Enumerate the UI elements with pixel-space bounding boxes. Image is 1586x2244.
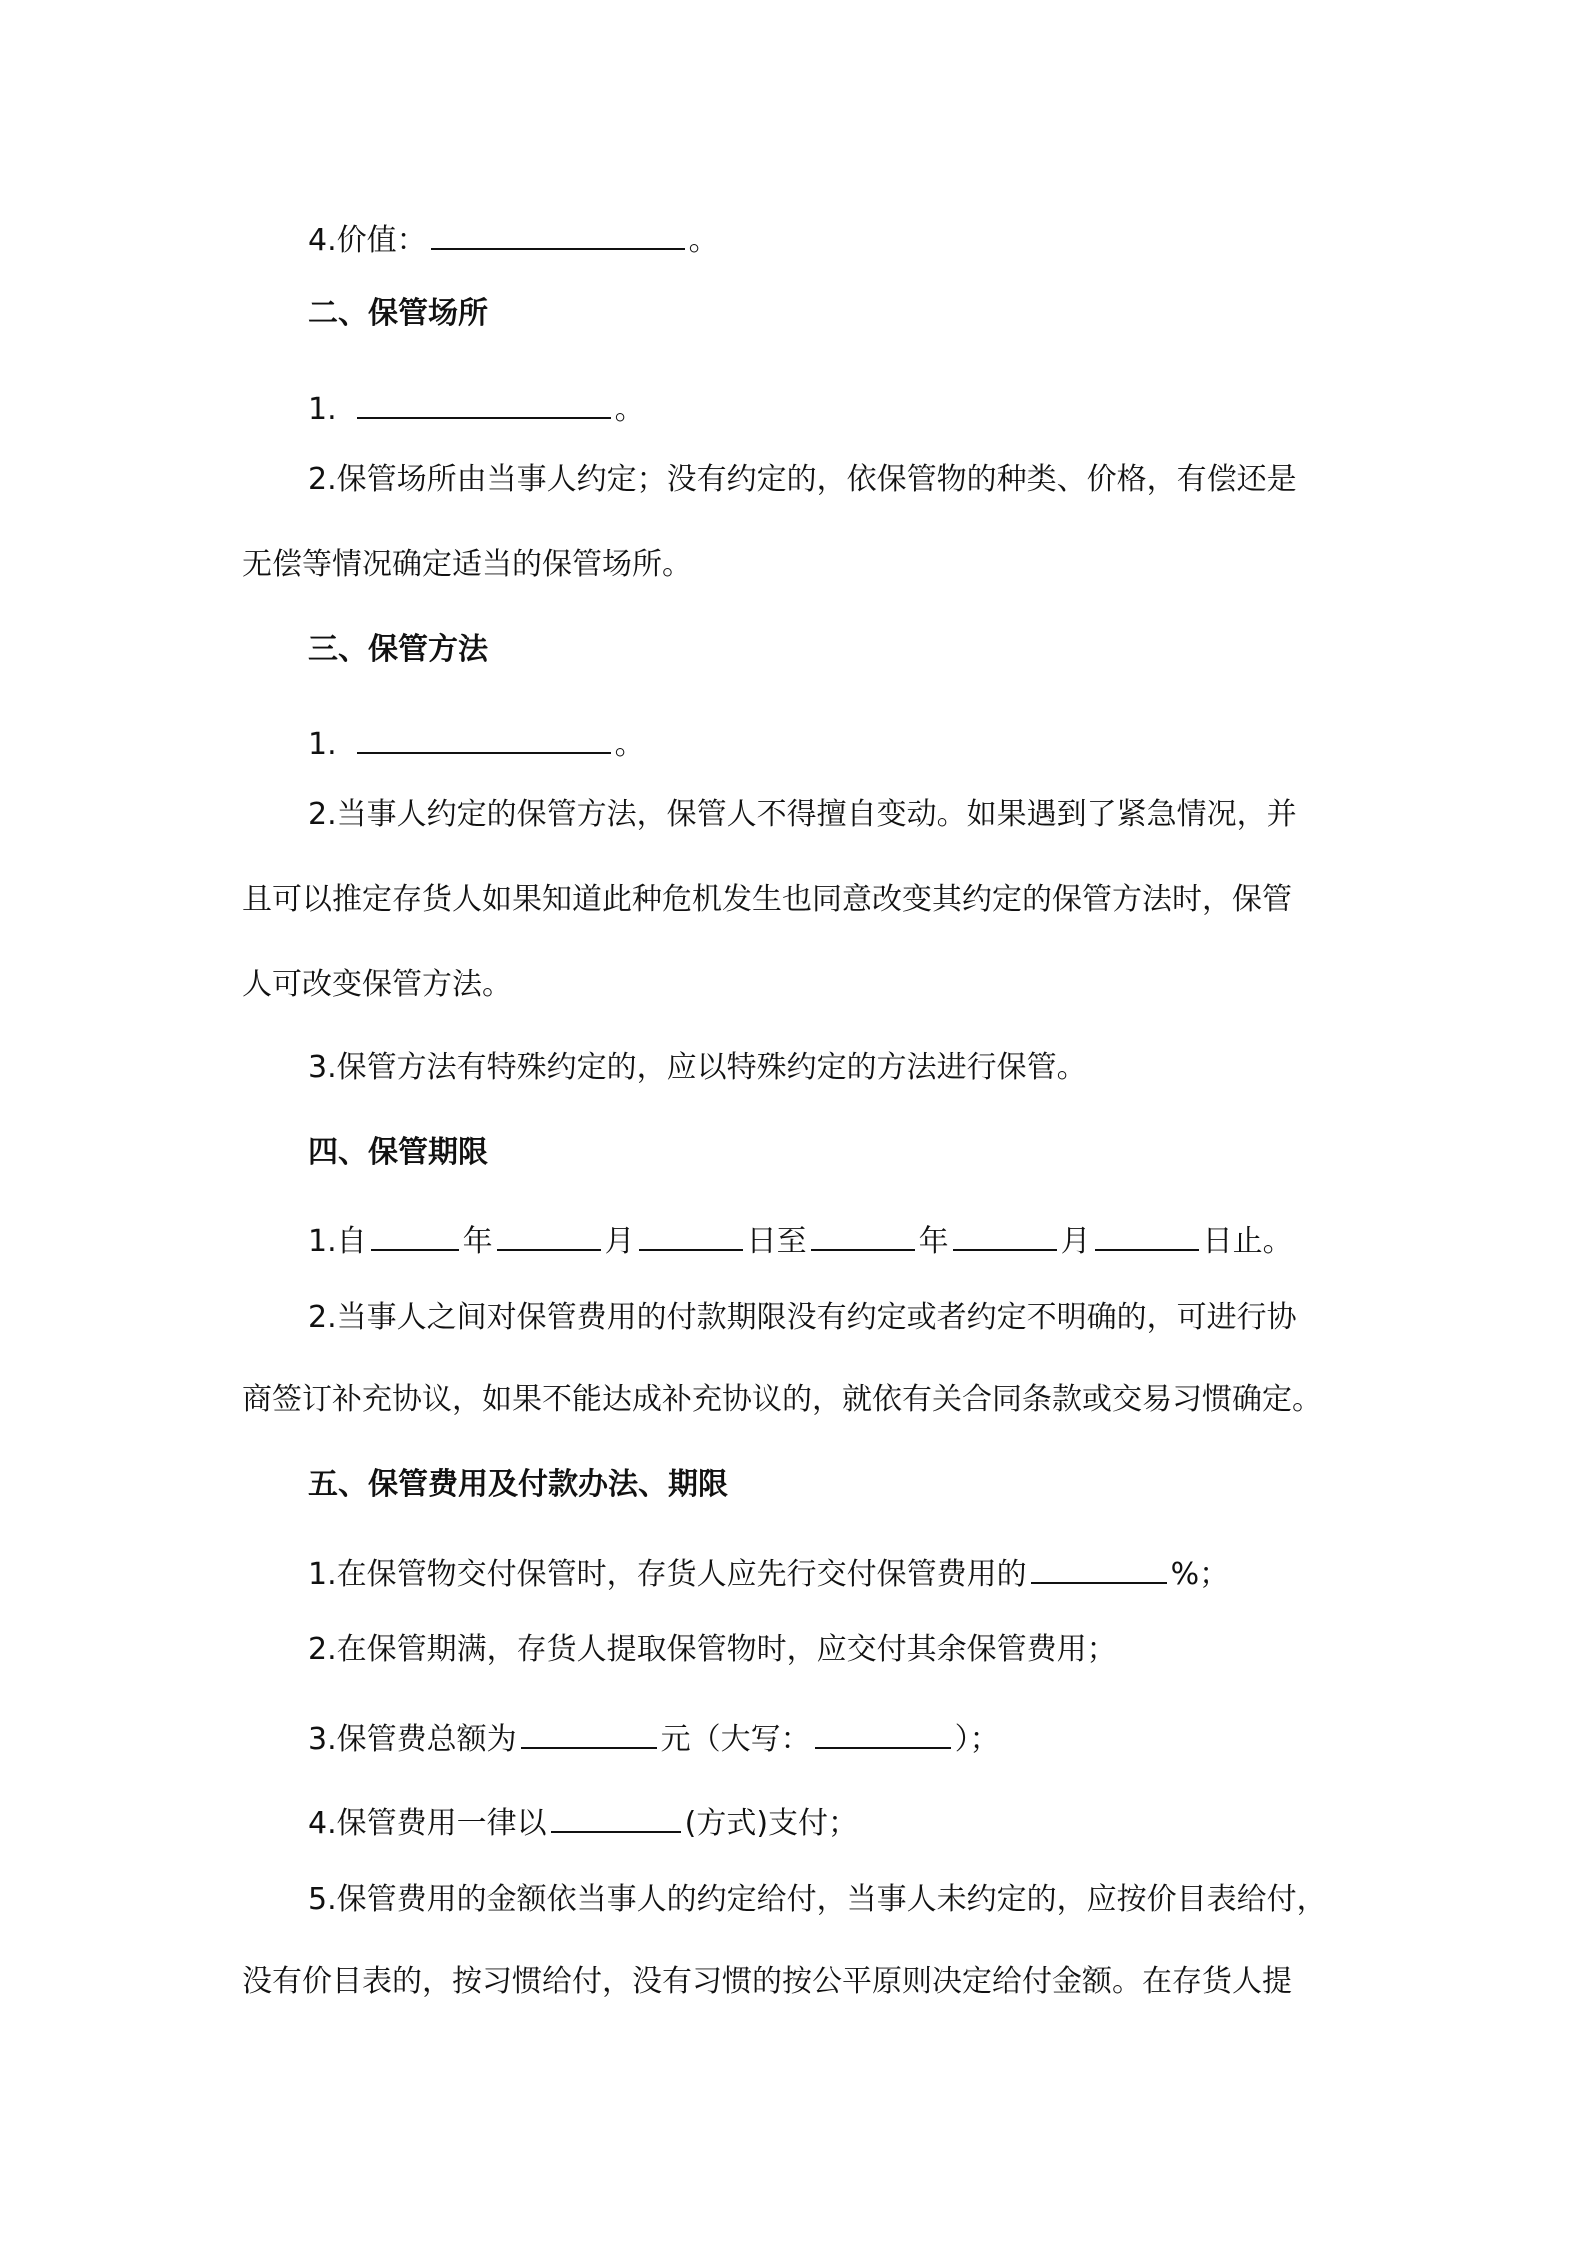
item-number: 1. (308, 392, 337, 427)
section-2-item-2-line-2: 无偿等情况确定适当的保管场所。 (242, 547, 692, 582)
payment-method-suffix: (方式)支付； (684, 1806, 859, 1841)
payment-method-prefix: 4.保管费用一律以 (308, 1806, 547, 1841)
start-day-blank[interactable] (639, 1215, 743, 1251)
amount-blank[interactable] (521, 1713, 657, 1749)
section-2-item-2-line-1: 2.保管场所由当事人约定；没有约定的，依保管物的种类、价格，有偿还是 (308, 462, 1297, 497)
section-2-heading: 二、保管场所 (308, 296, 488, 331)
amount-suffix: ）； (954, 1722, 1000, 1757)
section-3-item-2-line-3: 人可改变保管方法。 (242, 967, 512, 1002)
start-year-blank[interactable] (371, 1215, 459, 1251)
place-blank[interactable] (357, 383, 611, 419)
section-3-heading: 三、保管方法 (308, 632, 488, 667)
section-4-item-2-line-2: 商签订补充协议，如果不能达成补充协议的，就依有关合同条款或交易习惯确定。 (242, 1382, 1322, 1417)
value-label: 4.价值： (308, 223, 427, 258)
value-suffix: 。 (688, 223, 719, 258)
amount-in-words-label: 元（大写： (660, 1722, 811, 1757)
item-number: 1. (308, 727, 337, 762)
section-5-item-4 (308, 1797, 859, 1841)
section-5-item-5-line-2: 没有价目表的，按习惯给付，没有习惯的按公平原则决定给付金额。在存货人提 (242, 1964, 1292, 1999)
section-3-item-2-line-1: 2.当事人约定的保管方法，保管人不得擅自变动。如果遇到了紧急情况，并 (308, 797, 1297, 832)
year-label: 年 (918, 1224, 949, 1259)
item-suffix: 。 (614, 727, 645, 762)
section-2-item-1 (308, 383, 645, 427)
section-5-item-1 (308, 1548, 1230, 1592)
section-3-item-3: 3.保管方法有特殊约定的，应以特殊约定的方法进行保管。 (308, 1050, 1087, 1085)
percent-suffix: %； (1170, 1557, 1230, 1592)
amount-in-words-blank[interactable] (815, 1713, 951, 1749)
percent-blank[interactable] (1031, 1548, 1167, 1584)
month-label: 月 (1060, 1224, 1091, 1259)
day-to-label: 日至 (746, 1224, 807, 1259)
value-line (308, 214, 719, 258)
start-month-blank[interactable] (497, 1215, 601, 1251)
day-end-label: 日止。 (1202, 1224, 1293, 1259)
period-prefix: 1.自 (308, 1224, 367, 1259)
section-5-item-2: 2.在保管期满，存货人提取保管物时，应交付其余保管费用； (308, 1632, 1117, 1667)
section-4-item-1 (308, 1215, 1293, 1259)
section-5-heading: 五、保管费用及付款办法、期限 (308, 1467, 728, 1502)
year-label: 年 (462, 1224, 493, 1259)
section-3-item-2-line-2: 且可以推定存货人如果知道此种危机发生也同意改变其约定的保管方法时，保管 (242, 882, 1292, 917)
item-suffix: 。 (614, 392, 645, 427)
section-5-item-3 (308, 1713, 1000, 1757)
section-4-item-2-line-1: 2.当事人之间对保管费用的付款期限没有约定或者约定不明确的，可进行协 (308, 1300, 1297, 1335)
value-blank[interactable] (431, 214, 685, 250)
total-fee-prefix: 3.保管费总额为 (308, 1722, 517, 1757)
end-month-blank[interactable] (953, 1215, 1057, 1251)
section-3-item-1 (308, 718, 645, 762)
month-label: 月 (604, 1224, 635, 1259)
end-day-blank[interactable] (1095, 1215, 1199, 1251)
section-5-item-5-line-1: 5.保管费用的金额依当事人的约定给付，当事人未约定的，应按价目表给付， (308, 1882, 1327, 1917)
section-4-heading: 四、保管期限 (308, 1135, 488, 1170)
end-year-blank[interactable] (811, 1215, 915, 1251)
payment-method-blank[interactable] (551, 1797, 681, 1833)
prepay-text: 1.在保管物交付保管时，存货人应先行交付保管费用的 (308, 1557, 1027, 1592)
method-blank[interactable] (357, 718, 611, 754)
